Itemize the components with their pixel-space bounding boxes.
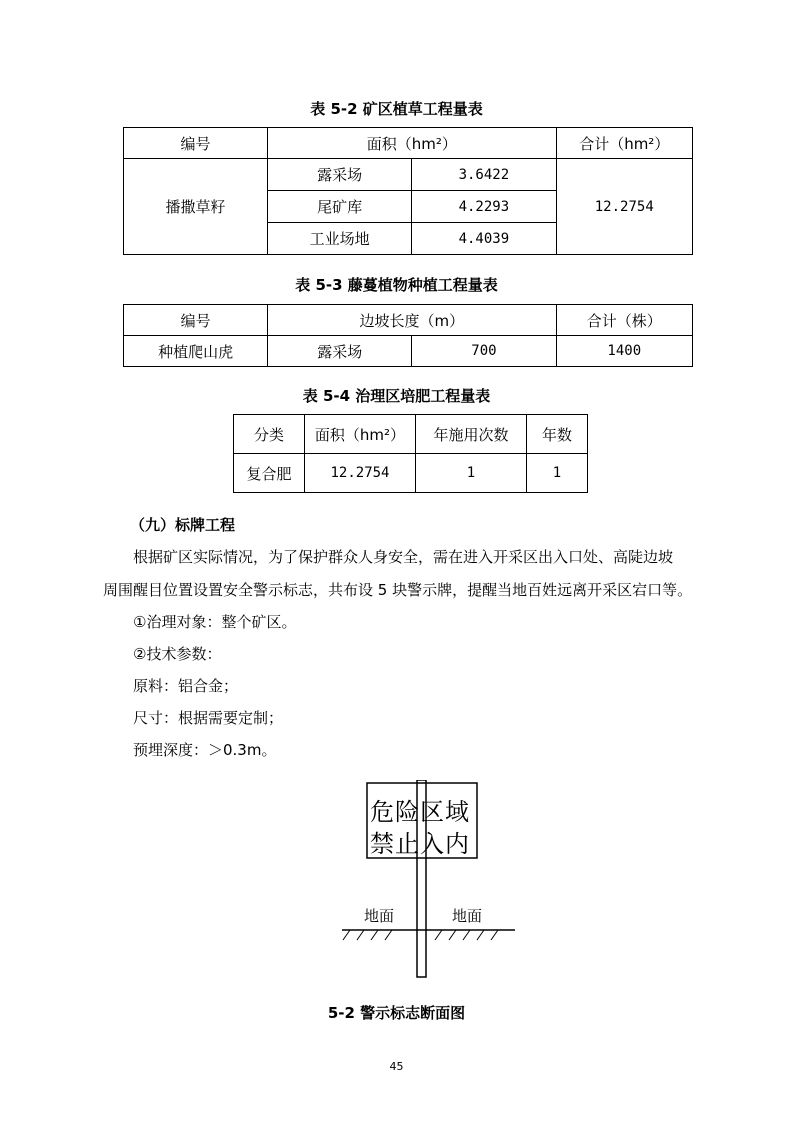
table1-cell-value: 4.2293 [412,191,556,223]
table3-header: 年施用次数 [416,415,527,454]
table1-header-area: 面积（hm²） [268,128,556,159]
table3-header: 年数 [527,415,588,454]
table2-cell-value: 700 [412,336,556,367]
table3 [233,414,588,493]
section-heading: （九）标牌工程 [130,516,236,534]
table3-header: 面积（hm²） [305,415,416,454]
list-item: 尺寸：根据需要定制； [133,709,284,727]
table2-header-id: 编号 [124,305,268,336]
table3-header: 分类 [234,415,305,454]
table2-cell-name: 露采场 [268,336,412,367]
table2-total: 1400 [556,336,692,367]
page-number: 45 [389,1060,404,1073]
list-item: ①治理对象：整个矿区。 [133,613,297,631]
table1-header-total: 合计（hm²） [556,128,692,159]
table1-caption: 表 5-2 矿区植草工程量表 [310,100,483,118]
list-item: ②技术参数： [133,645,222,663]
table2-row-label: 种植爬山虎 [124,336,268,367]
table1-cell-name: 工业场地 [268,223,412,255]
table1-cell-value: 3.6422 [412,159,556,191]
table3-cell: 12.2754 [305,454,416,493]
table1-row-label: 播撒草籽 [124,159,268,255]
paragraph-line: 根据矿区实际情况，为了保护群众人身安全，需在进入开采区出入口处、高陡边坡 [133,548,674,566]
list-item: 预埋深度：＞0.3m。 [133,741,277,759]
table1-cell-name: 露采场 [268,159,412,191]
table3-cell: 1 [527,454,588,493]
ground-label-right: 地面 [452,907,483,925]
table2-caption: 表 5-3 藤蔓植物种植工程量表 [295,276,498,294]
sign-text-line2: 禁止入内 [370,830,470,858]
table1 [123,127,693,255]
table1-cell-name: 尾矿库 [268,191,412,223]
sign-text-line1: 危险区域 [370,798,470,826]
table2-header-total: 合计（株） [556,305,692,336]
table3-caption: 表 5-4 治理区培肥工程量表 [302,387,491,405]
table1-total: 12.2754 [556,159,692,255]
warning-sign-figure [330,780,530,980]
ground-hatching [343,930,498,940]
table2 [123,304,693,367]
table1-header-id: 编号 [124,128,268,159]
table1-cell-value: 4.4039 [412,223,556,255]
ground-label-left: 地面 [364,907,395,925]
table3-cell: 1 [416,454,527,493]
list-item: 原料：铝合金； [133,677,239,695]
table2-header-length: 边坡长度（m） [268,305,556,336]
figure-caption: 5-2 警示标志断面图 [327,1004,466,1022]
paragraph-line: 周围醒目位置设置安全警示标志，共布设 5 块警示牌，提醒当地百姓远离开采区宕口等。 [103,581,693,599]
table3-cell: 复合肥 [234,454,305,493]
